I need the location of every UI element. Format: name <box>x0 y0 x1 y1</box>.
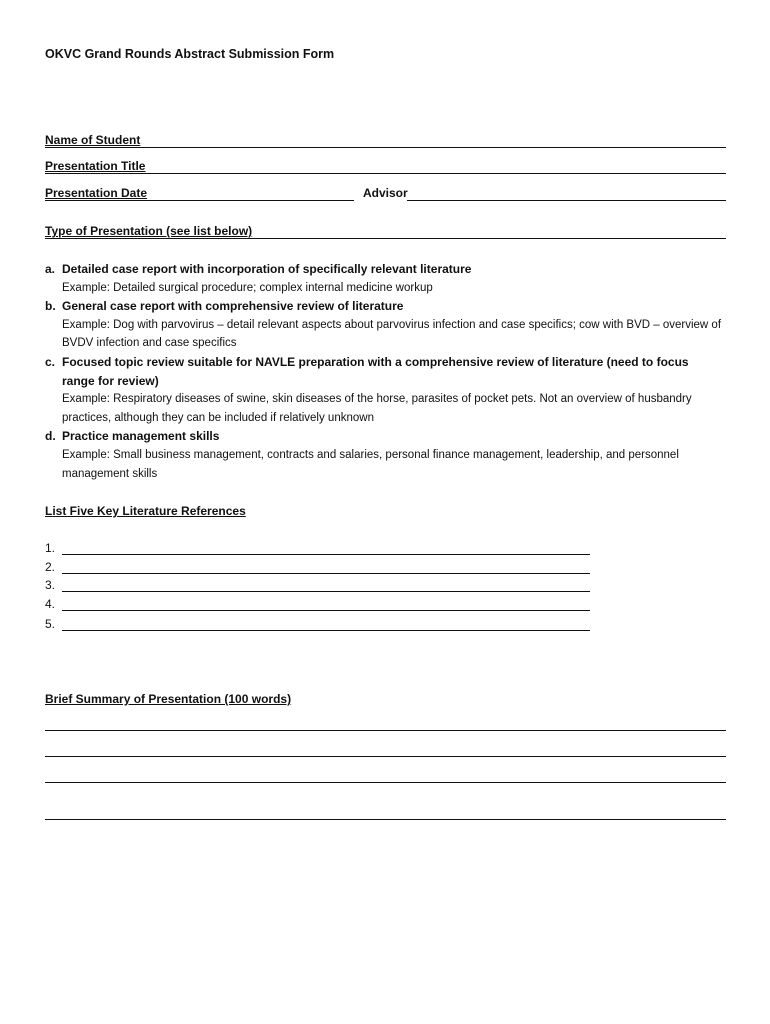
reference-number: 5. <box>45 617 56 631</box>
summary-line-1[interactable] <box>45 730 726 731</box>
student-name-line[interactable] <box>45 147 726 148</box>
presentation-date-label: Presentation Date <box>45 186 148 200</box>
reference-line[interactable] <box>62 630 590 631</box>
type-heading: Focused topic review suitable for NAVLE preparation with a comprehensive review of literature (need to focus range for review) <box>62 354 689 388</box>
reference-row-5[interactable] <box>45 617 590 635</box>
reference-number: 1. <box>45 541 56 555</box>
reference-number: 4. <box>45 597 56 611</box>
student-name-label: Name of Student <box>45 133 141 147</box>
reference-row-3[interactable] <box>45 578 590 596</box>
type-example: Example: Small business management, contracts and salaries, personal finance management, leadership, and personnel management skills <box>62 448 679 480</box>
reference-line[interactable] <box>62 573 590 574</box>
reference-number: 2. <box>45 560 56 574</box>
reference-line[interactable] <box>62 554 590 555</box>
reference-row-1[interactable] <box>45 541 590 559</box>
type-letter: d. <box>45 429 56 444</box>
reference-number: 3. <box>45 578 56 592</box>
form-title: OKVC Grand Rounds Abstract Submission Form <box>45 47 335 61</box>
presentation-types-list <box>45 260 735 483</box>
presentation-type-label: Type of Presentation (see list below) <box>45 224 253 238</box>
reference-line[interactable] <box>62 591 590 592</box>
presentation-title-line[interactable] <box>45 173 726 174</box>
reference-row-4[interactable] <box>45 597 590 615</box>
date-advisor-row <box>45 186 726 204</box>
summary-line-4[interactable] <box>45 819 726 820</box>
type-item-d <box>45 427 735 483</box>
presentation-type-line[interactable] <box>45 238 726 239</box>
references-heading: List Five Key Literature References <box>45 504 246 518</box>
type-item-b <box>45 297 735 353</box>
type-heading: General case report with comprehensive review of literature <box>62 299 404 314</box>
type-heading: Detailed case report with incorporation of specifically relevant literature <box>62 262 472 276</box>
presentation-type-field[interactable] <box>45 224 726 242</box>
student-name-field[interactable] <box>45 133 726 151</box>
advisor-line[interactable] <box>407 200 726 201</box>
presentation-title-label: Presentation Title <box>45 159 146 173</box>
type-example: Example: Dog with parvovirus – detail relevant aspects about parvovirus infection and case specifics; cow with BVD – overview of BVDV infection and case specifics <box>62 318 722 350</box>
summary-line-3[interactable] <box>45 782 726 783</box>
type-letter: b. <box>45 299 56 314</box>
type-example: Example: Detailed surgical procedure; complex internal medicine workup <box>62 281 433 294</box>
type-item-a <box>45 260 735 297</box>
summary-line-2[interactable] <box>45 756 726 757</box>
presentation-title-field[interactable] <box>45 159 726 177</box>
summary-heading: Brief Summary of Presentation (100 words) <box>45 692 292 706</box>
type-item-c <box>45 353 735 427</box>
reference-line[interactable] <box>62 610 590 611</box>
type-letter: c. <box>45 354 56 369</box>
type-letter: a. <box>45 262 56 276</box>
type-heading: Practice management skills <box>62 429 220 444</box>
presentation-date-line[interactable] <box>45 200 354 201</box>
type-example: Example: Respiratory diseases of swine, skin diseases of the horse, parasites of pocket pets. Not an overview of husbandry practices, although they can be included if relatively unknown <box>62 393 692 424</box>
advisor-label: Advisor <box>363 186 408 200</box>
reference-row-2[interactable] <box>45 560 590 578</box>
